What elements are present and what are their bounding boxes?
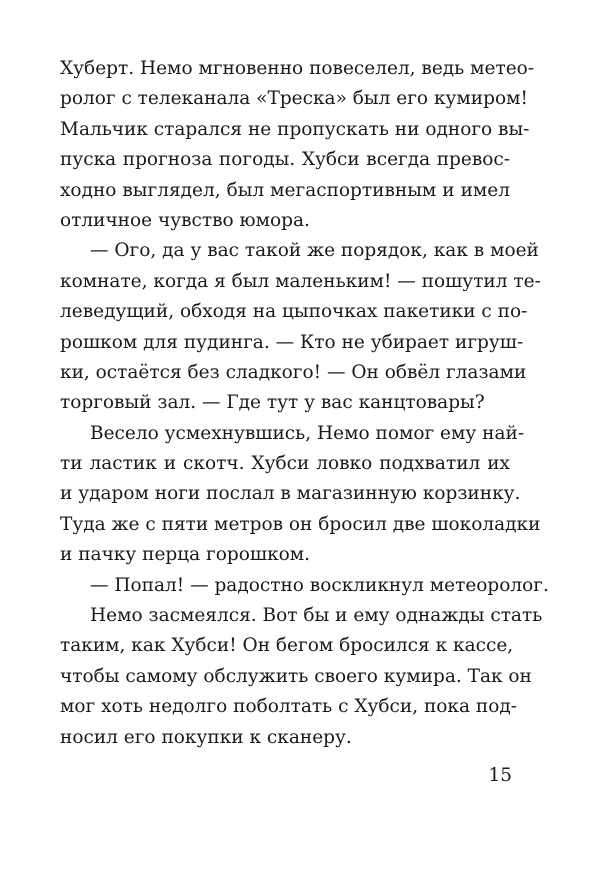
text-line: рошком для пудинга. — Кто не убирает игруш-: [60, 331, 524, 353]
text-line: и пачку перца горошком.: [60, 544, 311, 566]
text-line: ходно выглядел, был мегаспортивным и имел: [60, 179, 510, 201]
paragraph: [60, 236, 541, 418]
paragraph: [60, 571, 549, 601]
text-line: комнате, когда я был маленьким! — пошутил те-: [60, 270, 541, 292]
text-line: отличное чувство юмора.: [60, 209, 310, 231]
text-line: Туда же с пяти метров он бросил две шоколадки: [60, 513, 541, 535]
paragraph: [60, 601, 543, 753]
text-line: носил его покупки к сканеру.: [60, 726, 352, 748]
text-line: пуска прогноза погоды. Хубси всегда превос-: [60, 149, 510, 171]
text-line: чтобы самому обслужить своего кумира. Так он: [60, 665, 532, 687]
text-line: ки, остаётся без сладкого! — Он обвёл глазами: [60, 361, 527, 383]
text-line: торговый зал. — Где тут у вас канцтовары?: [60, 392, 485, 414]
text-line: леведущий, обходя на цыпочках пакетики с по-: [60, 301, 528, 323]
text-line: Мальчик старался не пропускать ни одного вы-: [60, 118, 530, 140]
text-line: мог хоть недолго поболтать с Хубси, пока под-: [60, 696, 518, 718]
page-number: 15: [488, 765, 512, 786]
text-line: — Попал! — радостно воскликнул метеоролог.: [90, 574, 549, 596]
text-line: Немо засмеялся. Вот бы и ему однажды стать: [90, 605, 543, 627]
paragraph: [60, 419, 541, 571]
paragraph: [60, 54, 535, 236]
text-line: таким, как Хубси! Он бегом бросился к кассе,: [60, 635, 514, 657]
body-text: [60, 54, 549, 753]
text-line: — Ого, да у вас такой же порядок, как в моей: [90, 240, 539, 262]
text-line: Хуберт. Немо мгновенно повеселел, ведь метео-: [60, 58, 535, 79]
text-line: и ударом ноги послал в магазинную корзинку.: [60, 483, 521, 505]
text-line: ти ластик и скотч. Хубси ловко подхватил их: [60, 453, 510, 475]
text-line: ролог с телеканала «Треска» был его кумиром!: [60, 88, 528, 110]
text-line: Весело усмехнувшись, Немо помог ему най-: [90, 422, 525, 444]
